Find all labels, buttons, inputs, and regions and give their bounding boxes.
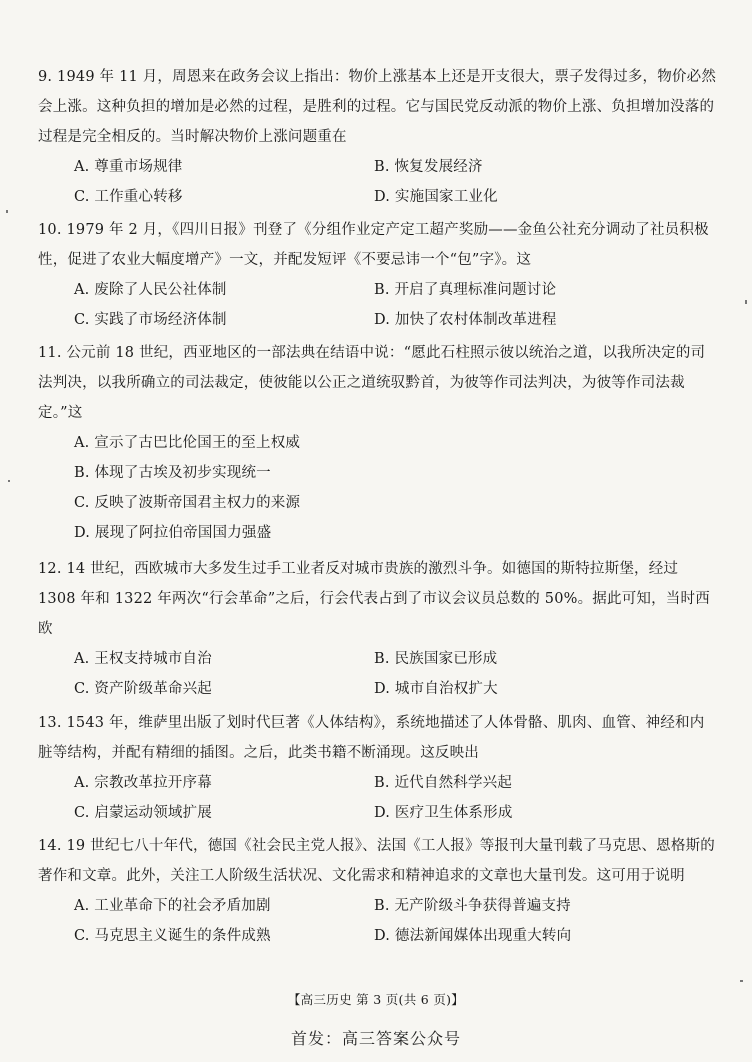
options-row (38, 275, 718, 305)
options-row (38, 768, 718, 798)
option-b: B. 无产阶级斗争获得普遍支持 (374, 898, 571, 914)
scan-speck (745, 300, 747, 304)
question-14 (38, 831, 718, 951)
question-stem: 9. 1949 年 11 月，周恩来在政务会议上指出：物价上涨基本上还是开支很大，票子发得过多，物价必然会上涨。这种负担的增加是必然的过程，是胜利的过程。它与国民党反动派的物价上涨、负担增加没落的过程是完全相反的。当时解决物价上涨问题重在 (38, 69, 717, 145)
question-12 (38, 554, 718, 704)
question-10 (38, 215, 718, 335)
options-row (38, 152, 718, 182)
options-row (38, 644, 718, 674)
question-13 (38, 708, 718, 828)
options-column (38, 428, 718, 548)
scan-speck (8, 480, 10, 482)
option-d: D. 医疗卫生体系形成 (374, 805, 513, 821)
page-footer: 【高三历史 第 3 页(共 6 页)】 (287, 992, 465, 1007)
option-a: A. 尊重市场规律 (74, 159, 183, 175)
options-row (38, 891, 718, 921)
option-a: A. 王权支持城市自治 (74, 651, 212, 667)
options-row (38, 182, 718, 212)
options-row (38, 921, 718, 951)
option-d: D. 展现了阿拉伯帝国国力强盛 (74, 525, 272, 541)
scan-speck (740, 980, 743, 982)
option-b: B. 近代自然科学兴起 (374, 775, 513, 791)
option-d: D. 实施国家工业化 (374, 189, 498, 205)
question-9 (38, 62, 718, 212)
option-b: B. 开启了真理标准问题讨论 (374, 282, 557, 298)
question-stem: 12. 14 世纪，西欧城市大多发生过手工业者反对城市贵族的激烈斗争。如德国的斯特拉斯堡，经过 1308 年和 1322 年两次“行会革命”之后，行会代表占到了市议会议员总数的 50%。据此可知，当时西欧 (38, 561, 710, 637)
option-c: C. 工作重心转移 (74, 189, 183, 205)
option-a: A. 宗教改革拉开序幕 (74, 775, 212, 791)
option-c: C. 反映了波斯帝国君主权力的来源 (74, 495, 301, 511)
option-c: C. 马克思主义诞生的条件成熟 (74, 928, 271, 944)
option-a: A. 废除了人民公社体制 (74, 282, 227, 298)
option-c: C. 实践了市场经济体制 (74, 312, 227, 328)
watermark-text: 首发：高三答案公众号 (290, 1029, 461, 1048)
option-a: A. 宣示了古巴比伦国王的至上权威 (74, 435, 301, 451)
question-stem: 14. 19 世纪七八十年代，德国《社会民主党人报》、法国《工人报》等报刊大量刊载了马克思、恩格斯的著作和文章。此外，关注工人阶级生活状况、文化需求和精神追求的文章也大量刊发。这可用于说明 (38, 838, 715, 884)
option-b: B. 体现了古埃及初步实现统一 (74, 465, 271, 481)
option-a: A. 工业革命下的社会矛盾加剧 (74, 898, 271, 914)
question-stem: 13. 1543 年，维萨里出版了划时代巨著《人体结构》，系统地描述了人体骨骼、肌肉、血管、神经和内脏等结构，并配有精细的插图。之后，此类书籍不断涌现。这反映出 (38, 715, 705, 761)
options-row (38, 305, 718, 335)
option-d: D. 城市自治权扩大 (374, 681, 498, 697)
options-row (38, 674, 718, 704)
option-b: B. 恢复发展经济 (374, 159, 483, 175)
option-c: C. 资产阶级革命兴起 (74, 681, 212, 697)
question-11 (38, 338, 718, 548)
option-b: B. 民族国家已形成 (374, 651, 498, 667)
scan-speck (6, 210, 8, 213)
option-d: D. 加快了农村体制改革进程 (374, 312, 557, 328)
option-d: D. 德法新闻媒体出现重大转向 (374, 928, 572, 944)
question-stem: 10. 1979 年 2 月，《四川日报》刊登了《分组作业定产定工超产奖励——金鱼公社充分调动了社员积极性，促进了农业大幅度增产》一文，并配发短评《不要忌讳一个“包”字》。这 (38, 222, 709, 268)
option-c: C. 启蒙运动领域扩展 (74, 805, 212, 821)
question-stem: 11. 公元前 18 世纪，西亚地区的一部法典在结语中说：“愿此石柱照示彼以统治之道，以我所决定的司法判决，以我所确立的司法裁定，使彼能以公正之道统驭黔首，为彼等作司法判决，为彼等作司法裁定。”这 (38, 345, 706, 421)
options-row (38, 798, 718, 828)
